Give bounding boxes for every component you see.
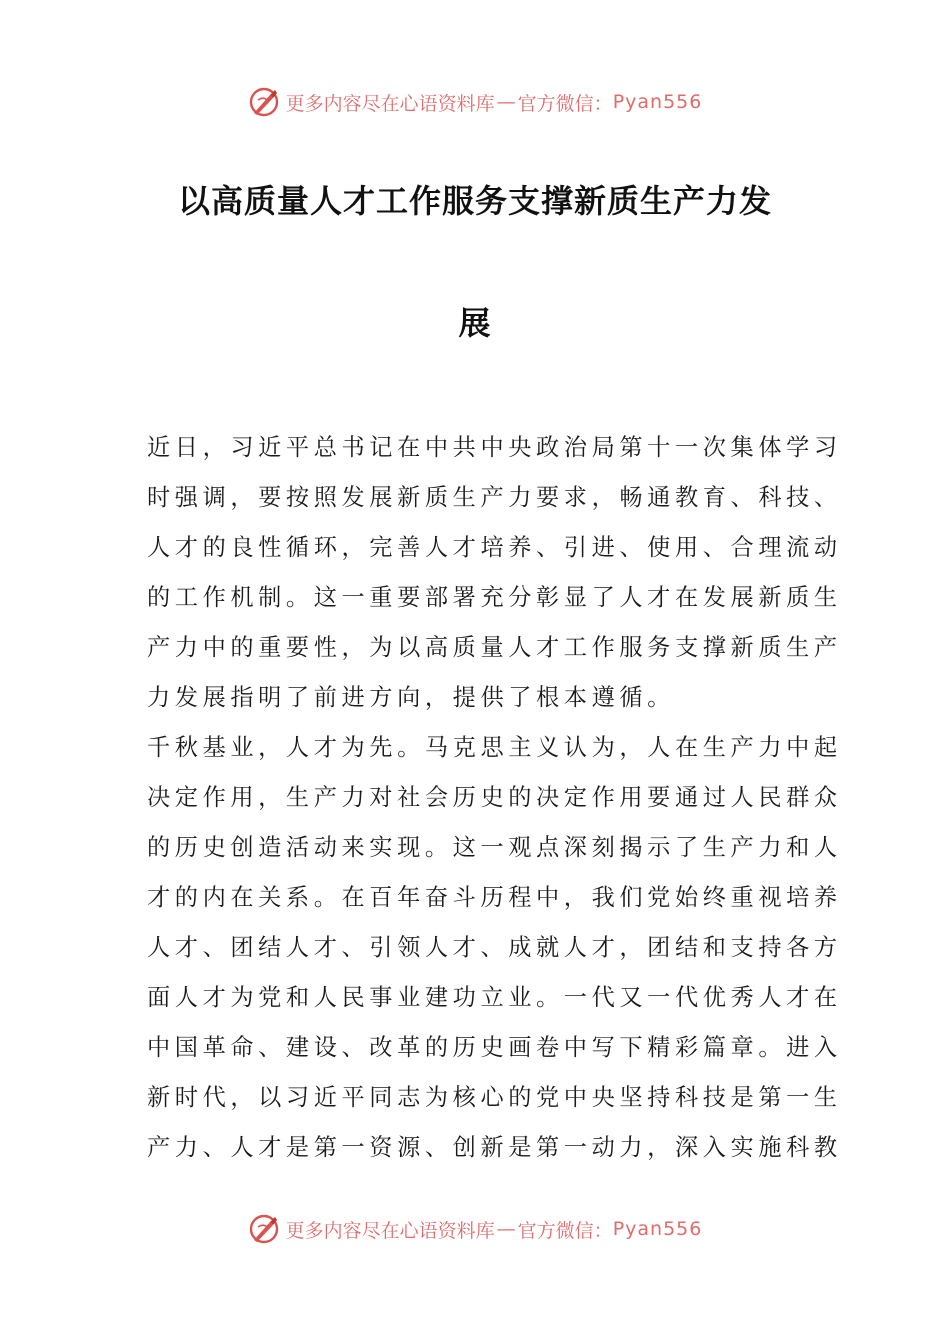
text-line: 力发展指明了前进方向，提供了根本遵循。 [147,684,675,711]
header-watermark [0,82,950,122]
text-line: 千秋基业，人才为先。马克思主义认为，人在生产力中起 [147,734,842,761]
text-line: 产力、人才是第一资源、创新是第一动力，深入实施科教 [147,1134,842,1161]
text-line: 决定作用，生产力对社会历史的决定作用要通过人民群众 [147,784,842,811]
text-line: 近日，习近平总书记在中共中央政治局第十一次集体学习 [147,434,842,461]
document-title-line-1: 以高质量人才工作服务支撑新质生产力发 [177,182,772,220]
watermark-separator: — [496,1218,516,1240]
watermark-wechat-label: 官方微信： [517,1219,613,1242]
text-line: 时强调，要按照发展新质生产力要求，畅通教育、科技、 [147,484,842,511]
paragraph-1 [147,423,842,723]
text-line: 的历史创造活动来实现。这一观点深刻揭示了生产力和人 [147,834,842,861]
text-line: 人才、团结人才、引领人才、成就人才，团结和支持各方 [147,934,842,961]
text-line: 中国革命、建设、改革的历史画卷中写下精彩篇章。进入 [147,1034,842,1061]
pen-logo-icon [248,86,280,118]
text-line: 人才的良性循环，完善人才培养、引进、使用、合理流动 [147,534,842,561]
text-line: 面人才为党和人民事业建功立业。一代又一代优秀人才在 [147,984,842,1011]
watermark-text: 更多内容尽在心语资料库 [285,1219,495,1242]
paragraph-2 [147,723,842,1173]
watermark-wechat-id: Pyan556 [612,91,703,113]
watermark-wechat-id: Pyan556 [612,1218,703,1240]
text-line: 新时代，以习近平同志为核心的党中央坚持科技是第一生 [147,1084,842,1111]
watermark-text: 更多内容尽在心语资料库 [285,92,495,115]
watermark-wechat-label: 官方微信： [517,92,613,115]
document-title-line-2: 展 [458,304,492,342]
pen-logo-icon [248,1213,280,1245]
text-line: 的工作机制。这一重要部署充分彰显了人才在发展新质生 [147,584,842,611]
text-line: 才的内在关系。在百年奋斗历程中，我们党始终重视培养 [147,884,842,911]
footer-watermark [0,1209,950,1249]
text-line: 产力中的重要性，为以高质量人才工作服务支撑新质生产 [147,634,842,661]
watermark-separator: — [496,91,516,113]
